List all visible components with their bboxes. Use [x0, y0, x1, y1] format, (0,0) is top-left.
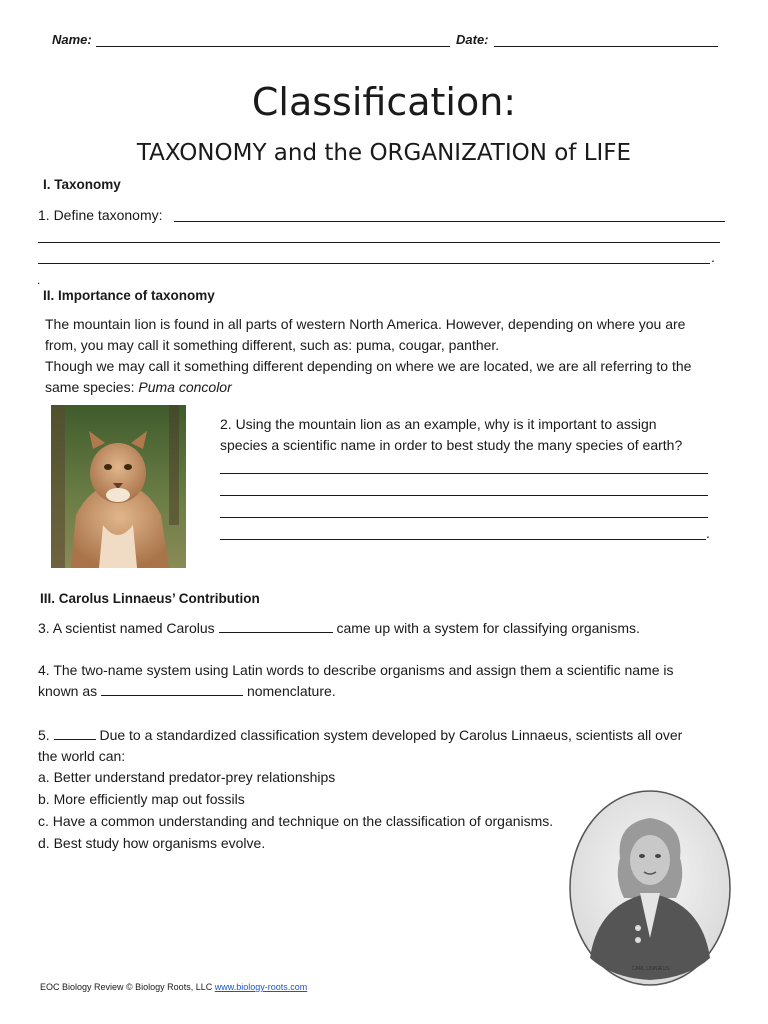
question-3-suffix: came up with a system for classifying organisms. [336, 620, 640, 636]
species-name: Puma concolor [138, 379, 232, 395]
mountain-lion-photo [51, 405, 186, 568]
question-5-stem: Due to a standardized classification system developed by Carolus Linnaeus, scientists all over [99, 727, 683, 743]
question-1-answer-line-2[interactable] [38, 242, 720, 243]
page-subtitle: TAXONOMY and the ORGANIZATION of LIFE [136, 140, 632, 166]
question-2-answer-line-3[interactable] [220, 517, 708, 518]
question-1-answer-line-1[interactable] [174, 221, 725, 222]
footer-text: EOC Biology Review © Biology Roots, LLC [40, 982, 215, 992]
question-5-option-d: d. Best study how organisms evolve. [38, 835, 266, 851]
portrait-caption: CARL LINNÆUS [631, 966, 670, 972]
question-3-blank[interactable] [219, 620, 333, 633]
section-2-paragraph-1-line-1: The mountain lion is found in all parts of western North America. However, depending on where you are [45, 316, 686, 332]
stray-mark: . [37, 273, 41, 287]
question-4-suffix: nomenclature. [246, 683, 336, 699]
question-5-option-c: c. Have a common understanding and technique on the classification of organisms. [38, 813, 554, 829]
question-2-answer-line-2[interactable] [220, 495, 708, 496]
question-4-line-1: 4. The two-name system using Latin words to describe organisms and assign them a scientific name is [38, 662, 674, 678]
page-title: Classification: [251, 80, 517, 124]
question-5-line-2: the world can: [38, 748, 126, 764]
question-2-line-1: 2. Using the mountain lion as an example, why is it important to assign [220, 416, 657, 432]
question-4-blank[interactable] [101, 683, 243, 696]
footer [40, 982, 307, 992]
question-3 [38, 618, 640, 639]
section-2-paragraph-2-line-2 [45, 377, 232, 398]
question-2-answer-line-1[interactable] [220, 473, 708, 474]
section-2-paragraph-2-line-1: Though we may call it something different depending on where we are located, we are all referring to the [45, 358, 692, 374]
date-label: Date: [456, 32, 489, 47]
question-2-line-2: species a scientific name in order to best study the many species of earth? [220, 437, 683, 453]
section-2-heading: II. Importance of taxonomy [43, 288, 215, 303]
question-5-number: 5. [38, 727, 50, 743]
section-2-paragraph-1-line-2: from, you may call it something different, such as: puma, cougar, panther. [45, 337, 500, 353]
section-3-heading: III. Carolus Linnaeus’ Contribution [40, 591, 260, 606]
question-3-prefix: 3. A scientist named Carolus [38, 620, 215, 636]
section-1-heading: I. Taxonomy [43, 177, 121, 192]
question-5-line-1 [38, 725, 682, 746]
question-1-end-mark: . [711, 249, 715, 265]
question-5-blank[interactable] [54, 727, 96, 740]
name-label: Name: [52, 32, 92, 47]
question-4-line-2 [38, 681, 336, 702]
species-prefix: same species: [45, 379, 139, 395]
question-5-option-b: b. More efficiently map out fossils [38, 791, 245, 807]
question-2-answer-line-4[interactable] [220, 539, 706, 540]
question-1-answer-line-3[interactable] [38, 263, 710, 264]
question-1-label: 1. Define taxonomy: [38, 207, 163, 223]
footer-link[interactable]: www.biology-roots.com [214, 982, 308, 992]
question-4-prefix: known as [38, 683, 98, 699]
date-field[interactable] [494, 46, 718, 47]
question-5-option-a: a. Better understand predator-prey relationships [38, 769, 336, 785]
linnaeus-portrait [568, 788, 733, 988]
question-2-end-mark: . [706, 525, 710, 541]
name-field[interactable] [96, 46, 450, 47]
